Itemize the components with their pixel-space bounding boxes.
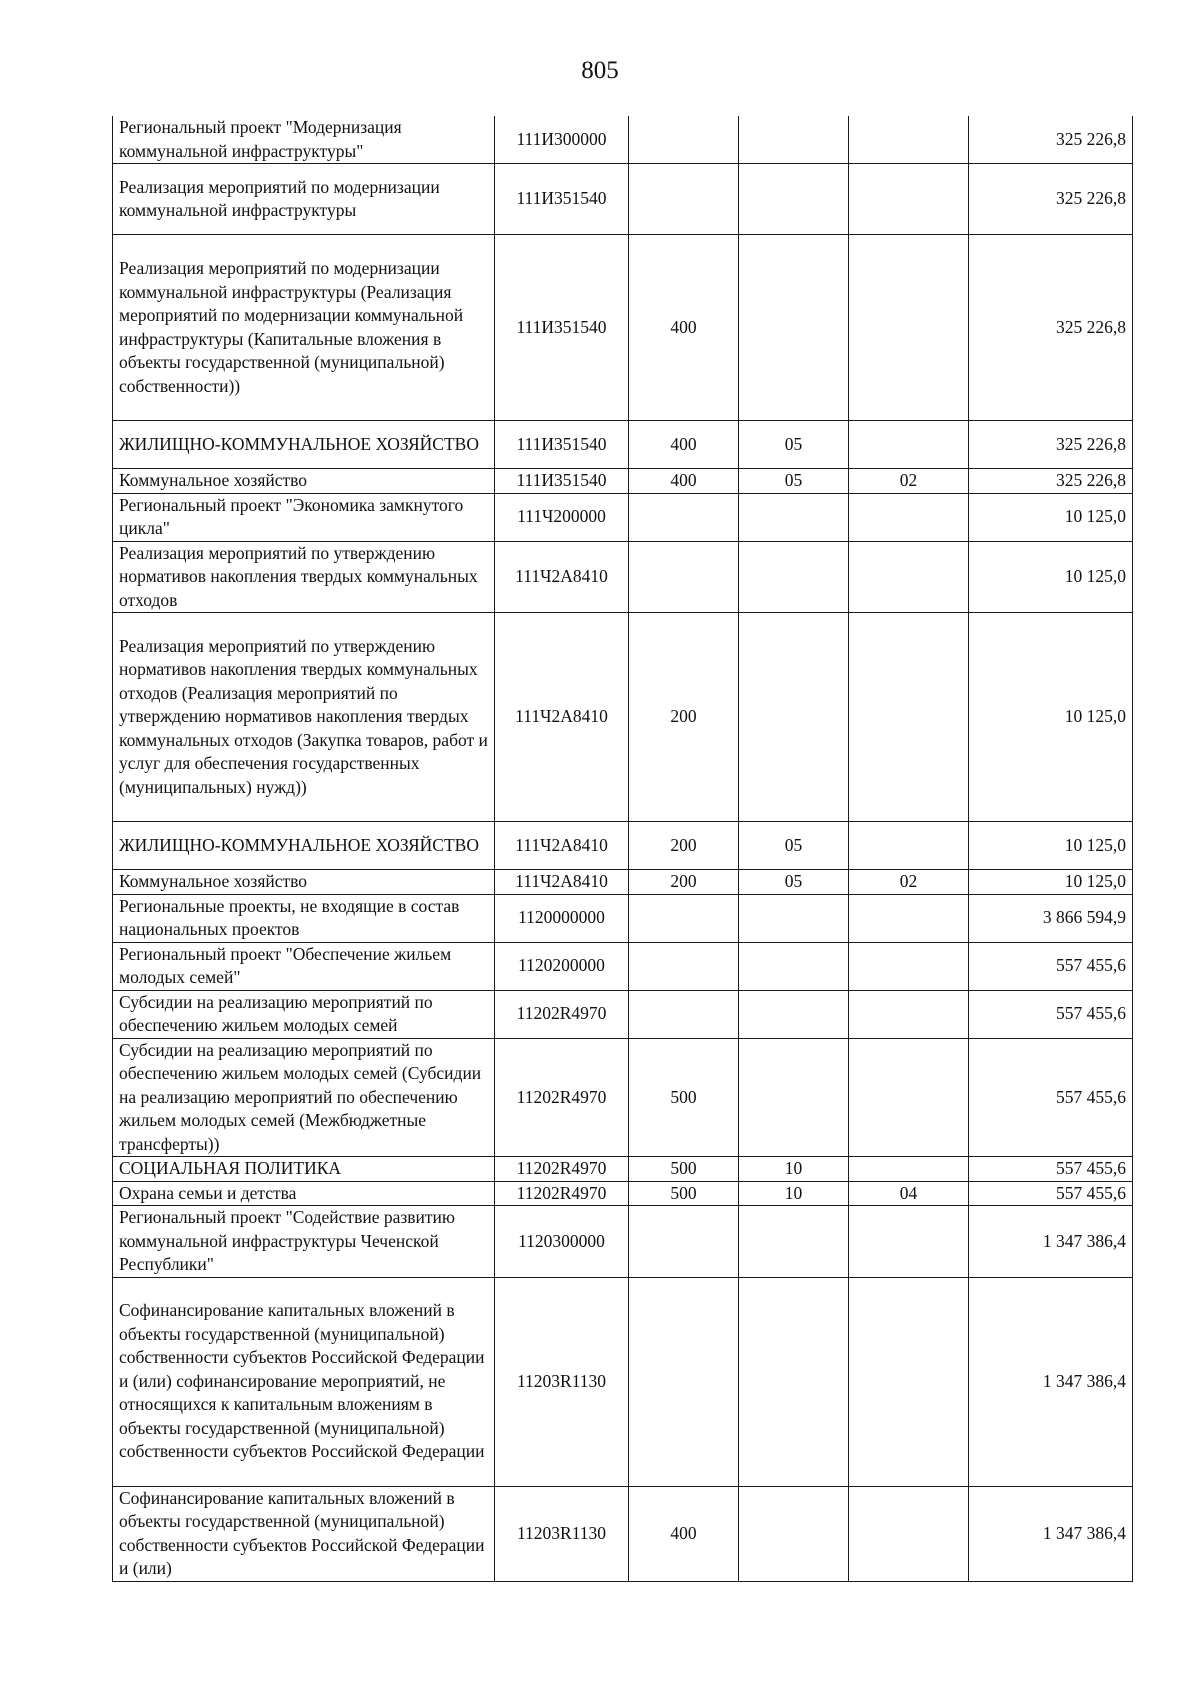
row-target-code: 111И351540 <box>495 164 629 235</box>
row-target-code: 111Ч2А8410 <box>495 613 629 822</box>
row-section <box>739 493 849 541</box>
table-row <box>113 870 1133 895</box>
row-target-code: 1120000000 <box>495 894 629 942</box>
row-amount: 557 455,6 <box>969 1038 1133 1157</box>
row-expense-type <box>629 990 739 1038</box>
row-target-code: 11202R4970 <box>495 1181 629 1206</box>
table-row <box>113 1038 1133 1157</box>
row-name: ЖИЛИЩНО-КОММУНАЛЬНОЕ ХОЗЯЙСТВО <box>113 421 495 469</box>
row-name: Региональный проект "Содействие развитию коммунальной инфраструктуры Чеченской Республики" <box>113 1206 495 1278</box>
row-section: 05 <box>739 822 849 870</box>
row-section: 05 <box>739 469 849 494</box>
row-name: Субсидии на реализацию мероприятий по обеспечению жильем молодых семей <box>113 990 495 1038</box>
row-name: ЖИЛИЩНО-КОММУНАЛЬНОЕ ХОЗЯЙСТВО <box>113 822 495 870</box>
row-amount: 1 347 386,4 <box>969 1206 1133 1278</box>
row-expense-type: 200 <box>629 613 739 822</box>
row-name: Субсидии на реализацию мероприятий по обеспечению жильем молодых семей (Субсидии на реализацию мероприятий по обеспечению жильем молодых семей (Межбюджетные трансферты)) <box>113 1038 495 1157</box>
row-subsection <box>849 493 969 541</box>
budget-table <box>112 116 1133 1582</box>
table-row <box>113 116 1133 164</box>
row-name: Коммунальное хозяйство <box>113 469 495 494</box>
row-name: Софинансирование капитальных вложений в объекты государственной (муниципальной) собственности субъектов Российской Федерации и (или) <box>113 1486 495 1581</box>
row-section <box>739 1038 849 1157</box>
row-name: Региональный проект "Обеспечение жильем молодых семей" <box>113 942 495 990</box>
row-section <box>739 164 849 235</box>
row-subsection <box>849 164 969 235</box>
row-name: Региональный проект "Экономика замкнутого цикла" <box>113 493 495 541</box>
row-target-code: 11203R1130 <box>495 1277 629 1486</box>
table-row <box>113 469 1133 494</box>
row-expense-type <box>629 1206 739 1278</box>
row-expense-type: 200 <box>629 870 739 895</box>
row-target-code: 111И351540 <box>495 469 629 494</box>
row-target-code: 111Ч2А8410 <box>495 541 629 613</box>
row-subsection <box>849 1486 969 1581</box>
row-subsection: 04 <box>849 1181 969 1206</box>
row-subsection <box>849 942 969 990</box>
row-target-code: 1120200000 <box>495 942 629 990</box>
row-expense-type: 200 <box>629 822 739 870</box>
row-subsection <box>849 421 969 469</box>
row-amount: 10 125,0 <box>969 613 1133 822</box>
row-name: Реализация мероприятий по утверждению нормативов накопления твердых коммунальных отходов <box>113 541 495 613</box>
row-target-code: 111Ч200000 <box>495 493 629 541</box>
row-subsection <box>849 894 969 942</box>
row-section <box>739 235 849 421</box>
row-target-code: 111Ч2А8410 <box>495 822 629 870</box>
row-expense-type: 500 <box>629 1038 739 1157</box>
row-target-code: 11202R4970 <box>495 1157 629 1182</box>
row-name: Реализация мероприятий по модернизации коммунальной инфраструктуры (Реализация мероприятий по модернизации коммунальной инфраструктуры (Капитальные вложения в объекты государственной (муниципальной) собственности)) <box>113 235 495 421</box>
row-name: СОЦИАЛЬНАЯ ПОЛИТИКА <box>113 1157 495 1182</box>
row-expense-type: 400 <box>629 1486 739 1581</box>
row-subsection <box>849 1157 969 1182</box>
row-amount: 10 125,0 <box>969 870 1133 895</box>
row-amount: 3 866 594,9 <box>969 894 1133 942</box>
table-row <box>113 235 1133 421</box>
row-amount: 557 455,6 <box>969 1157 1133 1182</box>
row-amount: 10 125,0 <box>969 822 1133 870</box>
row-section <box>739 894 849 942</box>
row-name: Реализация мероприятий по утверждению нормативов накопления твердых коммунальных отходов (Реализация мероприятий по утверждению нормативов накопления твердых коммунальных отходов (Закупка товаров, работ и услуг для обеспечения государственных (муниципальных) нужд)) <box>113 613 495 822</box>
row-section <box>739 942 849 990</box>
row-target-code: 1120300000 <box>495 1206 629 1278</box>
row-section <box>739 541 849 613</box>
row-subsection <box>849 822 969 870</box>
row-amount: 325 226,8 <box>969 116 1133 164</box>
row-amount: 557 455,6 <box>969 990 1133 1038</box>
row-name: Охрана семьи и детства <box>113 1181 495 1206</box>
row-subsection <box>849 1277 969 1486</box>
row-subsection <box>849 1206 969 1278</box>
row-expense-type <box>629 116 739 164</box>
row-name: Коммунальное хозяйство <box>113 870 495 895</box>
page-number: 805 <box>581 57 619 84</box>
table-row <box>113 1206 1133 1278</box>
row-section <box>739 1206 849 1278</box>
row-section: 05 <box>739 421 849 469</box>
row-expense-type: 400 <box>629 421 739 469</box>
row-section <box>739 613 849 822</box>
row-expense-type <box>629 164 739 235</box>
table-row <box>113 1277 1133 1486</box>
row-subsection <box>849 613 969 822</box>
row-target-code: 11202R4970 <box>495 990 629 1038</box>
row-target-code: 111И300000 <box>495 116 629 164</box>
row-section: 10 <box>739 1157 849 1182</box>
row-amount: 325 226,8 <box>969 469 1133 494</box>
row-amount: 325 226,8 <box>969 421 1133 469</box>
row-amount: 1 347 386,4 <box>969 1486 1133 1581</box>
row-expense-type <box>629 1277 739 1486</box>
row-section: 10 <box>739 1181 849 1206</box>
row-name: Региональный проект "Модернизация коммунальной инфраструктуры" <box>113 116 495 164</box>
table-row <box>113 990 1133 1038</box>
row-subsection <box>849 1038 969 1157</box>
row-section <box>739 990 849 1038</box>
row-section <box>739 1277 849 1486</box>
row-section: 05 <box>739 870 849 895</box>
row-subsection <box>849 235 969 421</box>
row-target-code: 11203R1130 <box>495 1486 629 1581</box>
row-expense-type <box>629 493 739 541</box>
row-subsection: 02 <box>849 469 969 494</box>
row-target-code: 111Ч2А8410 <box>495 870 629 895</box>
table-row <box>113 942 1133 990</box>
table-row <box>113 493 1133 541</box>
row-amount: 325 226,8 <box>969 235 1133 421</box>
table-row <box>113 541 1133 613</box>
row-name: Софинансирование капитальных вложений в объекты государственной (муниципальной) собственности субъектов Российской Федерации и (или) софинансирование мероприятий, не относящихся к капитальным вложениям в объекты государственной (муниципальной) собственности субъектов Российской Федерации <box>113 1277 495 1486</box>
table-row <box>113 822 1133 870</box>
table-row <box>113 1157 1133 1182</box>
row-target-code: 11202R4970 <box>495 1038 629 1157</box>
row-subsection <box>849 541 969 613</box>
row-amount: 10 125,0 <box>969 493 1133 541</box>
row-subsection <box>849 990 969 1038</box>
row-amount: 1 347 386,4 <box>969 1277 1133 1486</box>
table-row <box>113 164 1133 235</box>
row-section <box>739 1486 849 1581</box>
row-subsection <box>849 116 969 164</box>
row-expense-type <box>629 894 739 942</box>
row-target-code: 111И351540 <box>495 235 629 421</box>
row-expense-type <box>629 942 739 990</box>
table-row <box>113 894 1133 942</box>
row-section <box>739 116 849 164</box>
row-amount: 557 455,6 <box>969 1181 1133 1206</box>
table-row <box>113 1181 1133 1206</box>
row-target-code: 111И351540 <box>495 421 629 469</box>
table-row <box>113 1486 1133 1581</box>
row-expense-type: 500 <box>629 1157 739 1182</box>
row-amount: 557 455,6 <box>969 942 1133 990</box>
table-row <box>113 613 1133 822</box>
row-name: Реализация мероприятий по модернизации коммунальной инфраструктуры <box>113 164 495 235</box>
row-name: Региональные проекты, не входящие в состав национальных проектов <box>113 894 495 942</box>
row-amount: 10 125,0 <box>969 541 1133 613</box>
row-subsection: 02 <box>849 870 969 895</box>
row-expense-type: 400 <box>629 469 739 494</box>
row-expense-type <box>629 541 739 613</box>
row-expense-type: 500 <box>629 1181 739 1206</box>
row-amount: 325 226,8 <box>969 164 1133 235</box>
table-row <box>113 421 1133 469</box>
row-expense-type: 400 <box>629 235 739 421</box>
